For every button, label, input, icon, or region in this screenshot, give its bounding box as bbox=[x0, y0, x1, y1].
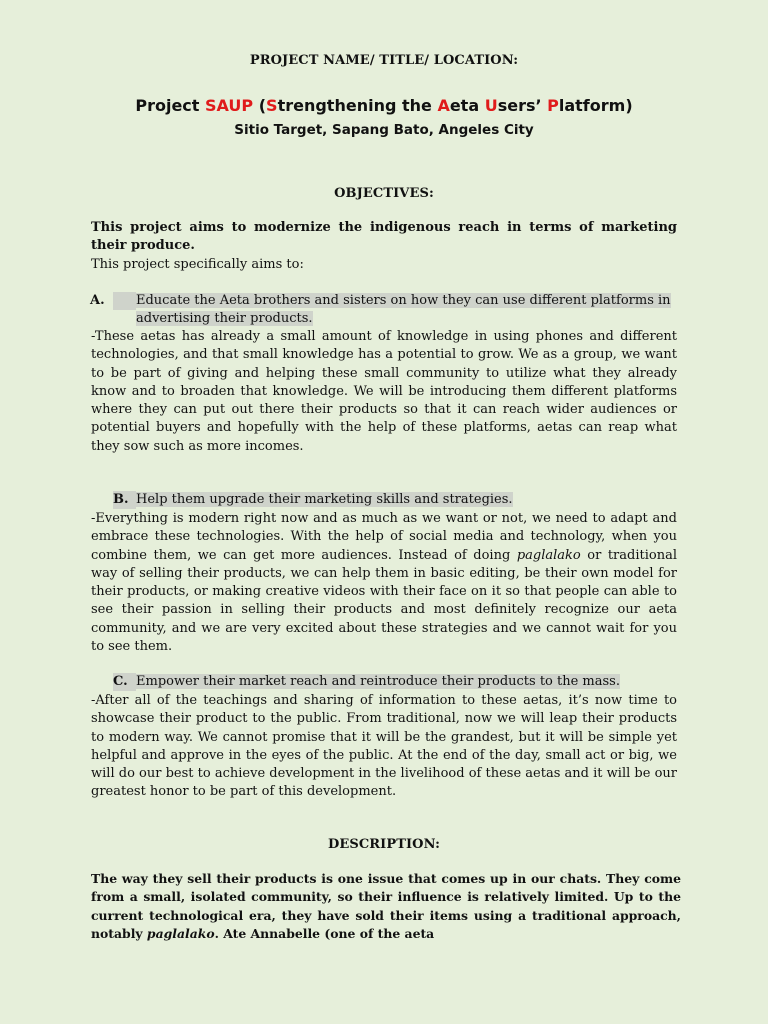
objective-b-body: -Everything is modern right now and as much as we want or not, we need to adapt and embrace these technologies. With the help of social media and technology, when you combine them, we can get more audiences. Instead of doing paglalako or traditional way of selling their products, we can help them in basic editing, be their own model for their products, or making creative videos with their face on it so that people can able to see their passion in selling their products and most definitely recognize our aeta community, and we are very excited about these strategies and we cannot wait for you to see them. bbox=[91, 511, 677, 655]
objective-b-title: B. Help them upgrade their marketing skills and strategies. bbox=[113, 491, 677, 509]
objectives-intro-bold: This project aims to modernize the indigenous reach in terms of marketing their produce. bbox=[91, 220, 677, 254]
description-body: The way they sell their products is one issue that comes up in our chats. They come from a small, isolated community, so their influence is relatively limited. Up to the current technological era, they have sold their items using a traditional approach, notably paglalako. Ate Annabelle (one of the aeta bbox=[91, 871, 681, 941]
description-heading: DESCRIPTION: bbox=[327, 837, 441, 852]
project-location: Sitio Target, Sapang Bato, Angeles City bbox=[234, 122, 534, 138]
objectives-heading: OBJECTIVES: bbox=[334, 186, 434, 201]
objective-c-title: C. Empower their market reach and reintroduce their products to the mass. bbox=[113, 673, 677, 691]
objective-a-title: A. Educate the Aeta brothers and sisters on how they can use different platforms in advertising their products. bbox=[90, 293, 671, 327]
objective-item-b bbox=[113, 491, 677, 509]
objective-a-body: -These aetas has already a small amount of knowledge in using phones and different technologies, and that small knowledge has a potential to grow. We as a group, we want to be part of giving and helping these small community to utilize what they already know and to broaden that knowledge. We will be introducing them different platforms where they can put out there their products so that it can reach wider audiences or potential buyers and hopefully with the help of these platforms, aetas can reap what they sow such as more incomes. bbox=[91, 329, 677, 454]
objective-item-a bbox=[90, 292, 677, 329]
objective-c-body: -After all of the teachings and sharing of information to these aetas, it’s now time to showcase their product to the public. From traditional, now we will leap their products to modern way. We cannot promise that it will be the grandest, but it will be simple yet helpful and approve in the eyes of the public. At the end of the day, small act or big, we will do our best to achieve development in the livelihood of these aetas and it will be our greatest honor to be part of this development. bbox=[91, 693, 677, 800]
objective-item-c bbox=[113, 673, 677, 691]
project-label: PROJECT NAME/ TITLE/ LOCATION: bbox=[249, 53, 519, 68]
objectives-intro: This project specifically aims to: bbox=[91, 257, 304, 272]
project-title: Project SAUP (Strengthening the Aeta Users’ Platform) bbox=[135, 96, 633, 115]
